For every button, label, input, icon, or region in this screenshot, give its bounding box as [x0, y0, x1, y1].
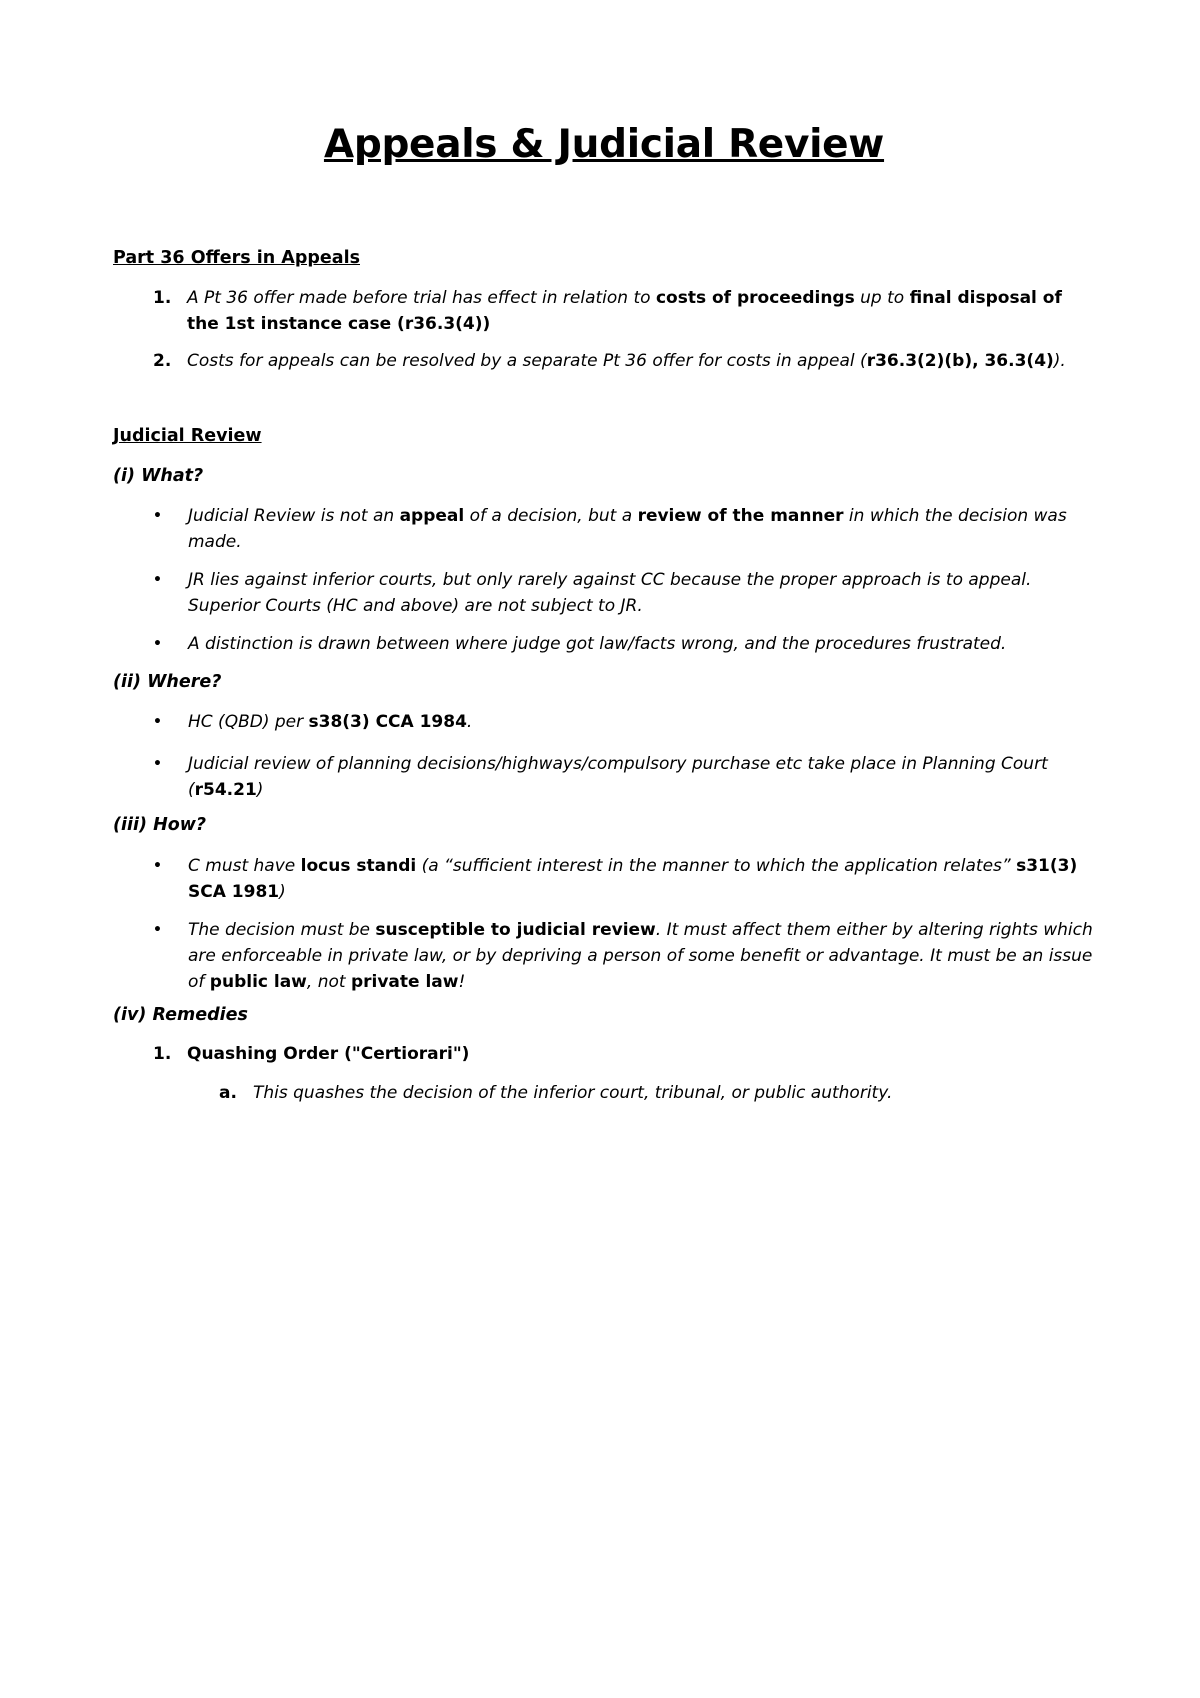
subheading-where: (ii) Where? — [113, 672, 222, 692]
subheading-what: (i) What? — [113, 466, 204, 486]
list-item — [153, 631, 1093, 657]
list-item-text: Quashing Order ("Certiorari") — [187, 1044, 470, 1064]
list-item — [153, 285, 1093, 337]
list-item-text: Judicial Review is not an appeal of a decision, but a review of the manner in which the decision was made. — [188, 506, 1067, 552]
sub-list-item-text: This quashes the decision of the inferior court, tribunal, or public authority. — [253, 1083, 893, 1103]
list-item — [153, 567, 1093, 619]
list-item-text: Costs for appeals can be resolved by a separate Pt 36 offer for costs in appeal (r36.3(2)(b), 36.3(4)). — [187, 351, 1066, 371]
bullet: • — [153, 714, 162, 730]
bullet: • — [153, 756, 162, 772]
list-item — [153, 709, 1093, 735]
list-number: 1. — [153, 1044, 172, 1064]
list-item-text: The decision must be susceptible to judicial review. It must affect them either by altering rights which are enforceable in private law, or by depriving a person of some benefit or advantage. It must be an issue of public law, not private law! — [188, 920, 1093, 992]
list-item-text: A distinction is drawn between where judge got law/facts wrong, and the procedures frustrated. — [188, 634, 1007, 654]
subheading-how: (iii) How? — [113, 815, 207, 835]
list-item-text: Judicial review of planning decisions/highways/compulsory purchase etc take place in Planning Court (r54.21) — [188, 754, 1048, 800]
list-number: 2. — [153, 351, 172, 371]
list-item — [153, 503, 1083, 555]
section-heading-judicial-review: Judicial Review — [113, 426, 262, 446]
bullet: • — [153, 858, 162, 874]
list-number: 1. — [153, 288, 172, 308]
sub-list-item — [219, 1080, 1099, 1106]
list-item — [153, 917, 1103, 995]
bullet: • — [153, 636, 162, 652]
list-item — [153, 1041, 1093, 1067]
list-item — [153, 348, 1093, 374]
section-heading-part36: Part 36 Offers in Appeals — [113, 248, 360, 268]
bullet: • — [153, 922, 162, 938]
list-item-text: JR lies against inferior courts, but only rarely against CC because the proper approach is to appeal. Superior Courts (HC and above) are not subject to JR. — [188, 570, 1032, 616]
list-item-text: C must have locus standi (a “sufficient interest in the manner to which the application relates” s31(3) SCA 1981) — [188, 856, 1078, 902]
list-item-text: A Pt 36 offer made before trial has effect in relation to costs of proceedings up to final disposal of the 1st instance case (r36.3(4)) — [187, 288, 1062, 334]
list-item — [153, 853, 1103, 905]
list-letter: a. — [219, 1083, 237, 1103]
bullet: • — [153, 508, 162, 524]
list-item-text: HC (QBD) per s38(3) CCA 1984. — [188, 712, 473, 732]
subheading-remedies: (iv) Remedies — [113, 1005, 248, 1025]
list-item — [153, 751, 1093, 803]
page-title: Appeals & Judicial Review — [323, 122, 885, 167]
bullet: • — [153, 572, 162, 588]
